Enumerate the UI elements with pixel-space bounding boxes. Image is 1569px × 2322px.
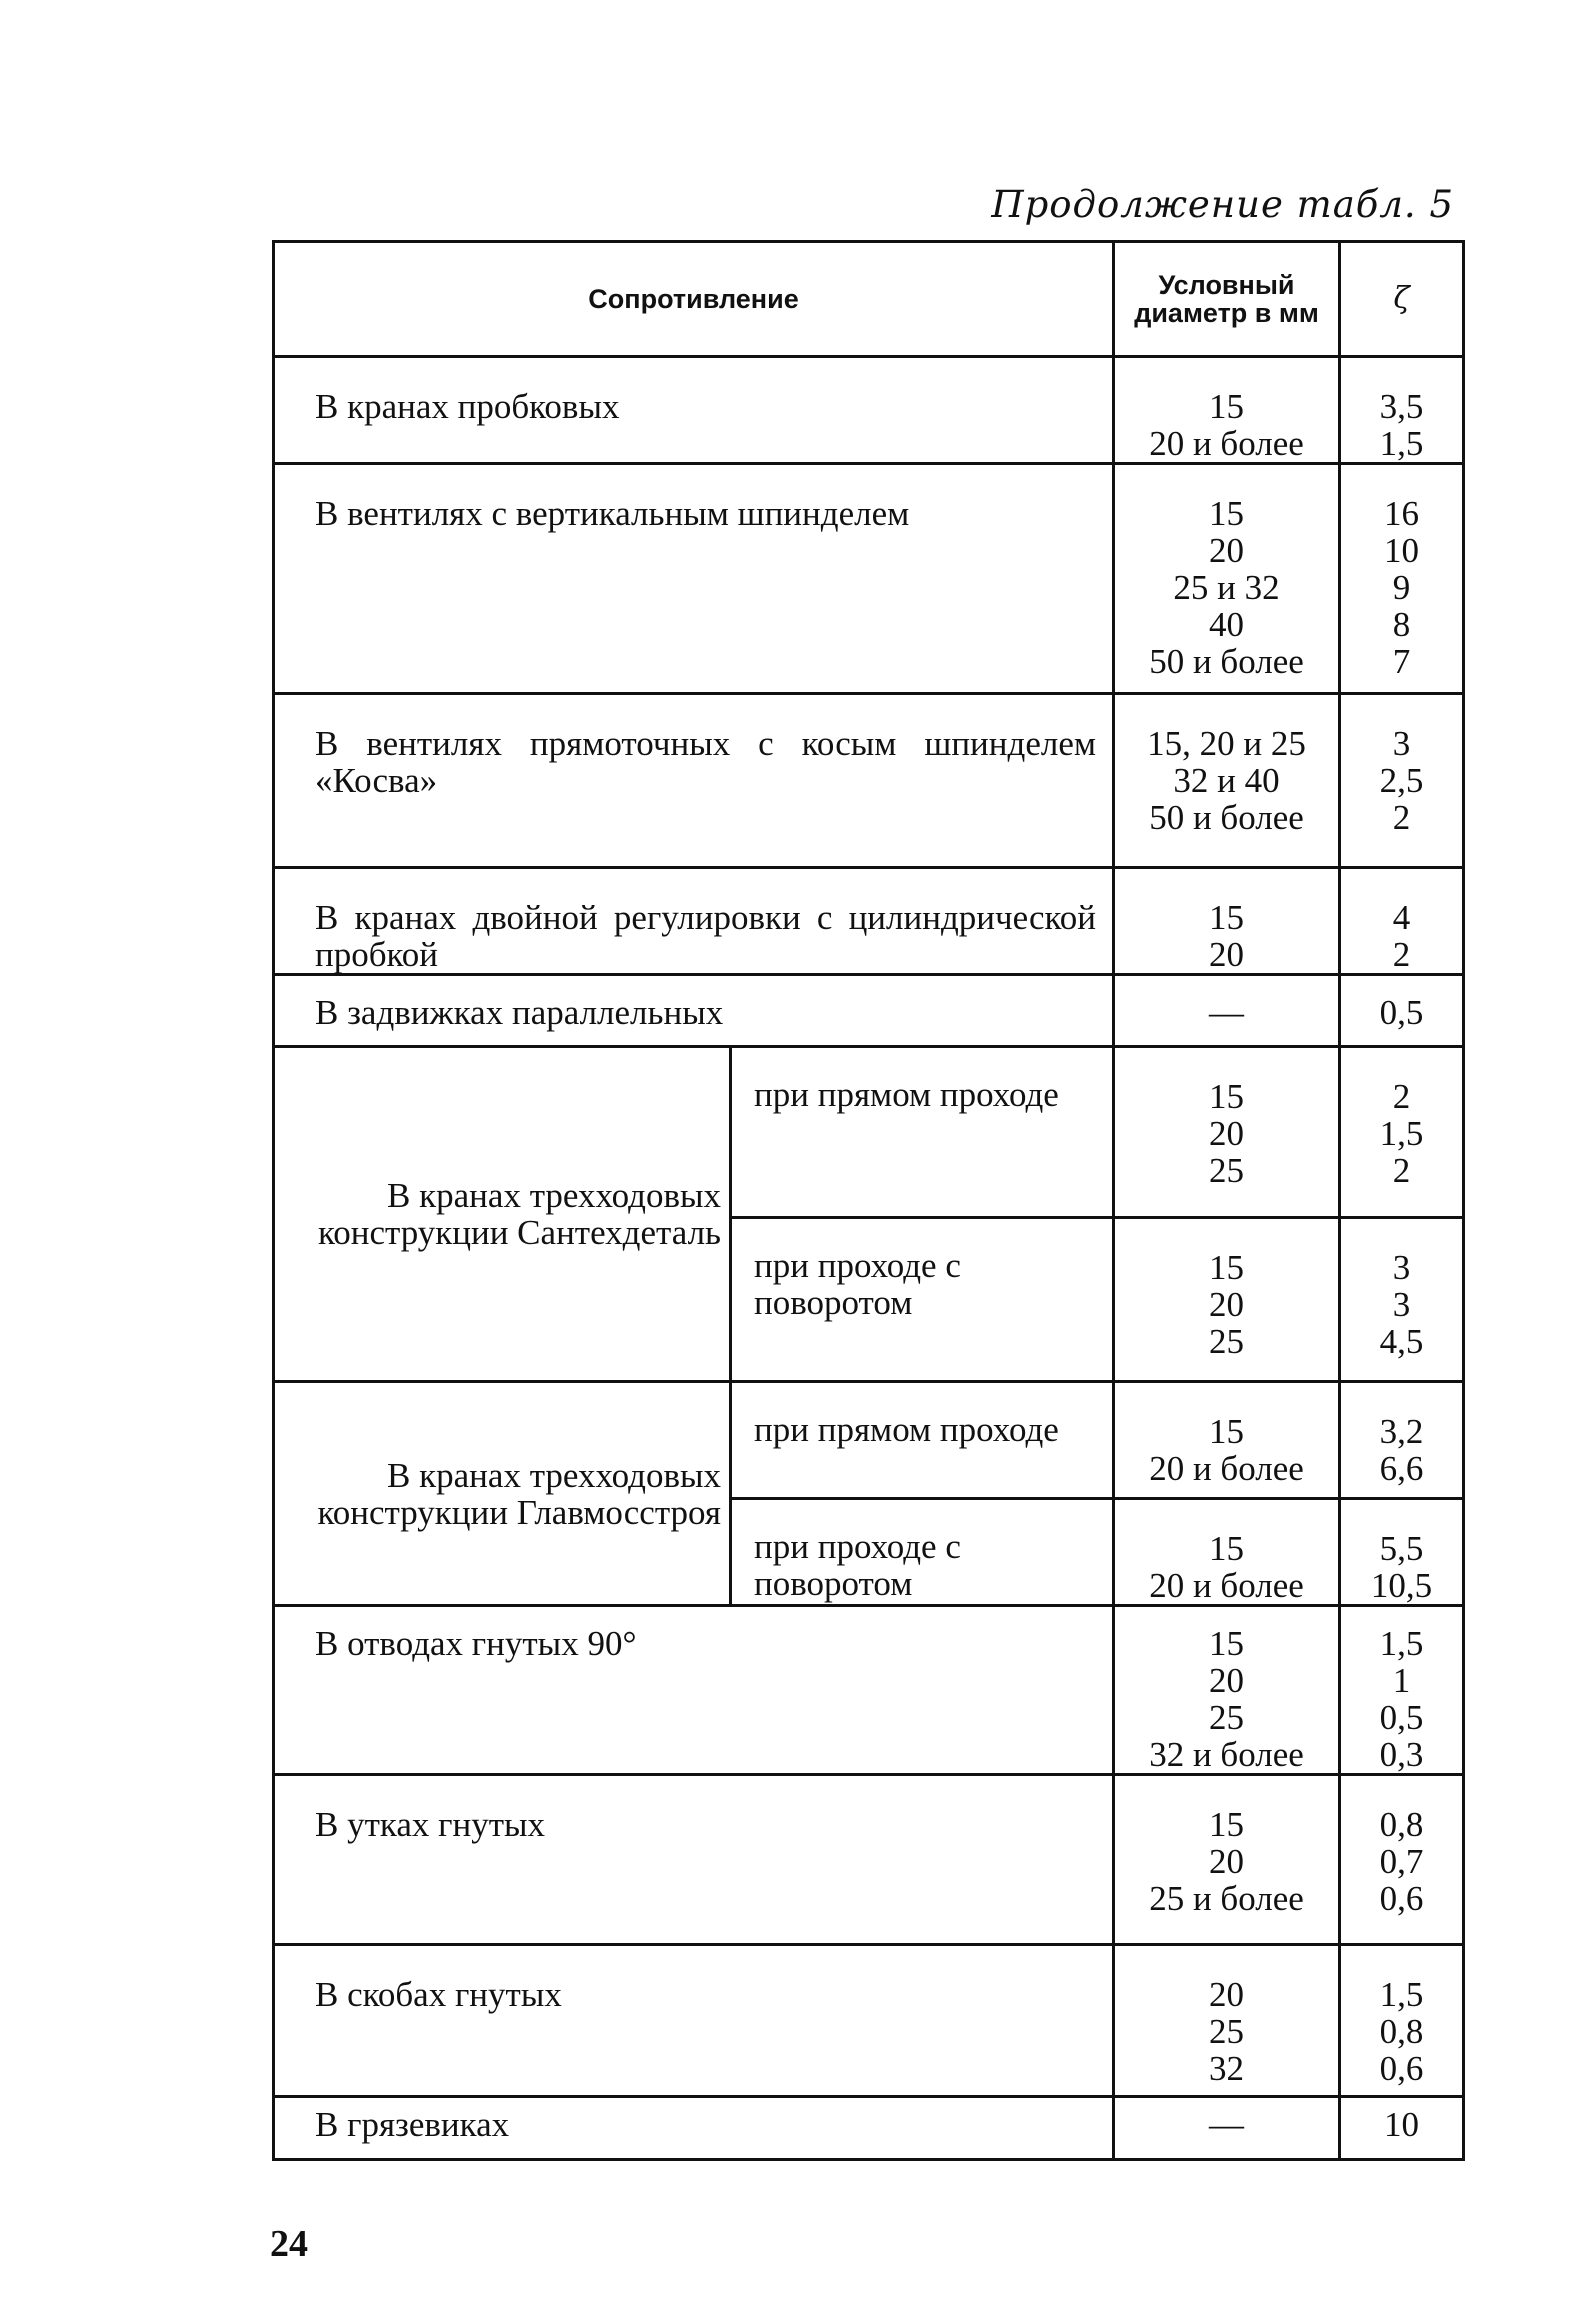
zeta-cell: 4 2	[1340, 868, 1464, 975]
header-diameter: Условный диаметр в мм	[1114, 242, 1340, 357]
table-row	[274, 975, 1464, 1047]
zeta-cell: 1,5 1 0,5 0,3	[1340, 1606, 1464, 1775]
zeta-cell: 3 3 4,5	[1340, 1218, 1464, 1382]
diameter-cell: 15 20 и более	[1114, 1499, 1340, 1606]
zeta-cell: 16 10 9 8 7	[1340, 464, 1464, 694]
zeta-cell: 2 1,5 2	[1340, 1047, 1464, 1218]
zeta-cell: 3 2,5 2	[1340, 694, 1464, 868]
diameter-cell: 20 25 32	[1114, 1945, 1340, 2097]
table-row	[274, 1606, 1464, 1775]
zeta-cell: 3,2 6,6	[1340, 1382, 1464, 1499]
table-row	[274, 868, 1464, 975]
row-name: В вентилях с вертикальным шпинделем	[274, 464, 1114, 694]
row-name: В кранах двойной регулировки с цилиндрической пробкой	[274, 868, 1114, 975]
table-row	[274, 357, 1464, 464]
zeta-cell: 10	[1340, 2097, 1464, 2160]
sub-row-label: при прямом проходе	[731, 1382, 1114, 1499]
table-row	[274, 1945, 1464, 2097]
row-name: В задвижках параллельных	[274, 975, 1114, 1047]
row-name: В вентилях прямоточных с косым шпинделем «Косва»	[274, 694, 1114, 868]
sub-row-label: при проходе с поворотом	[731, 1499, 1114, 1606]
table-row	[274, 1047, 1464, 1218]
zeta-cell: 3,5 1,5	[1340, 357, 1464, 464]
diameter-cell: 15 20 и более	[1114, 357, 1340, 464]
table-row	[274, 2097, 1464, 2160]
sub-row-label: при прямом проходе	[731, 1047, 1114, 1218]
header-resistance: Сопротивление	[274, 242, 1114, 357]
page-number: 24	[270, 2223, 308, 2265]
zeta-cell: 0,8 0,7 0,6	[1340, 1775, 1464, 1945]
header-zeta: ζ	[1340, 242, 1464, 357]
row-name: В кранах трехходовых конструкции Сантехдеталь	[274, 1047, 731, 1382]
table-caption: Продолжение табл. 5	[991, 183, 1454, 226]
row-name: В скобах гнутых	[274, 1945, 1114, 2097]
diameter-cell: 15 20 25	[1114, 1047, 1340, 1218]
zeta-cell: 5,5 10,5	[1340, 1499, 1464, 1606]
row-name: В утках гнутых	[274, 1775, 1114, 1945]
zeta-cell: 0,5	[1340, 975, 1464, 1047]
table-row	[274, 1382, 1464, 1499]
zeta-cell: 1,5 0,8 0,6	[1340, 1945, 1464, 2097]
diameter-cell: 15, 20 и 25 32 и 40 50 и более	[1114, 694, 1340, 868]
diameter-cell: 15 20 и более	[1114, 1382, 1340, 1499]
resistance-table	[272, 240, 1465, 2161]
table-row	[274, 464, 1464, 694]
sub-row-label: при проходе с поворотом	[731, 1218, 1114, 1382]
diameter-cell: 15 20 25	[1114, 1218, 1340, 1382]
table-row	[274, 1775, 1464, 1945]
diameter-cell: 15 20 25 32 и более	[1114, 1606, 1340, 1775]
row-name: В кранах трехходовых конструкции Главмосстроя	[274, 1382, 731, 1606]
diameter-cell: 15 20 25 и 32 40 50 и более	[1114, 464, 1340, 694]
diameter-cell: —	[1114, 975, 1340, 1047]
table-row	[274, 694, 1464, 868]
row-name: В кранах пробковых	[274, 357, 1114, 464]
diameter-cell: 15 20 25 и более	[1114, 1775, 1340, 1945]
diameter-cell: —	[1114, 2097, 1340, 2160]
row-name: В грязевиках	[274, 2097, 1114, 2160]
diameter-cell: 15 20	[1114, 868, 1340, 975]
row-name: В отводах гнутых 90°	[274, 1606, 1114, 1775]
